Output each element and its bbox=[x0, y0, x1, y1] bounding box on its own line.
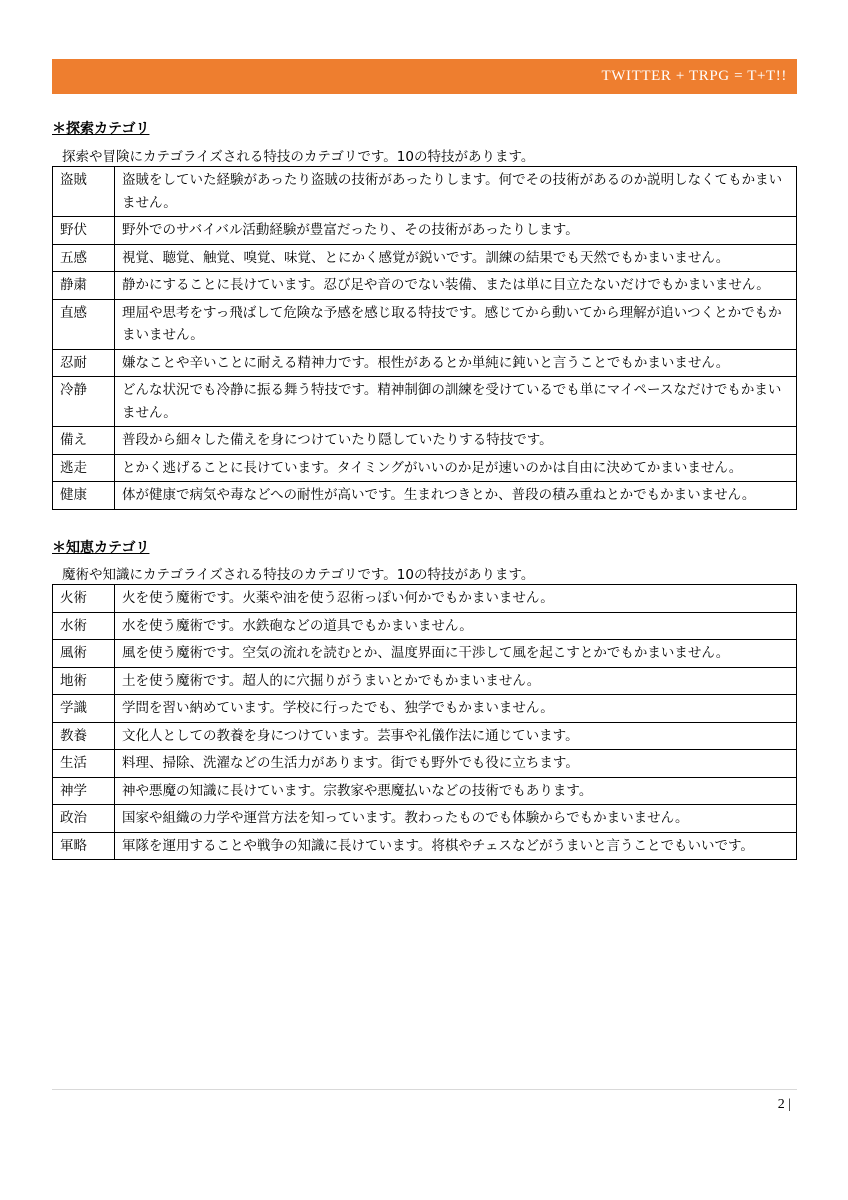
table-row bbox=[53, 427, 797, 455]
skill-description: 普段から細々した備えを身につけていたり隠していたりする特技です。 bbox=[115, 427, 797, 455]
skill-description: 軍隊を運用することや戦争の知識に長けています。将棋やチェスなどがうまいと言うことでもいいです。 bbox=[115, 832, 797, 860]
skill-name: 教養 bbox=[53, 722, 115, 750]
table-row bbox=[53, 695, 797, 723]
skill-name: 生活 bbox=[53, 750, 115, 778]
table-row bbox=[53, 585, 797, 613]
table-row bbox=[53, 454, 797, 482]
section-title-exploration: ＊探索カテゴリ bbox=[52, 121, 150, 137]
skill-description: 嫌なことや辛いことに耐える精神力です。根性があるとか単純に鈍いと言うことでもかまいません。 bbox=[115, 349, 797, 377]
skill-description: とかく逃げることに長けています。タイミングがいいのか足が速いのかは自由に決めてかまいません。 bbox=[115, 454, 797, 482]
skill-description: 理屈や思考をすっ飛ばして危険な予感を感じ取る特技です。感じてから動いてから理解が追いつくとかでもかまいません。 bbox=[115, 299, 797, 349]
skill-name: 学識 bbox=[53, 695, 115, 723]
skill-description: 盗賊をしていた経験があったり盗賊の技術があったりします。何でその技術があるのか説明しなくてもかまいません。 bbox=[115, 167, 797, 217]
skill-description: 野外でのサバイバル活動経験が豊富だったり、その技術があったりします。 bbox=[115, 217, 797, 245]
table-row bbox=[53, 349, 797, 377]
table-row bbox=[53, 272, 797, 300]
skill-name: 水術 bbox=[53, 612, 115, 640]
table-row bbox=[53, 217, 797, 245]
skill-name: 風術 bbox=[53, 640, 115, 668]
skill-name: 冷静 bbox=[53, 377, 115, 427]
skill-description: 静かにすることに長けています。忍び足や音のでない装備、または単に目立たないだけでもかまいません。 bbox=[115, 272, 797, 300]
skill-description: 料理、掃除、洗濯などの生活力があります。街でも野外でも役に立ちます。 bbox=[115, 750, 797, 778]
skill-name: 野伏 bbox=[53, 217, 115, 245]
table-row bbox=[53, 777, 797, 805]
header-bar bbox=[52, 59, 797, 94]
skill-description: 火を使う魔術です。火薬や油を使う忍術っぽい何かでもかまいません。 bbox=[115, 585, 797, 613]
skill-description: 神や悪魔の知識に長けています。宗教家や悪魔払いなどの技術でもあります。 bbox=[115, 777, 797, 805]
skill-description: 風を使う魔術です。空気の流れを読むとか、温度界面に干渉して風を起こすとかでもかまいません。 bbox=[115, 640, 797, 668]
skill-name: 神学 bbox=[53, 777, 115, 805]
skill-name: 静粛 bbox=[53, 272, 115, 300]
section-title-wisdom: ＊知恵カテゴリ bbox=[52, 540, 150, 556]
skill-description: 土を使う魔術です。超人的に穴掘りがうまいとかでもかまいません。 bbox=[115, 667, 797, 695]
skill-description: 国家や組織の力学や運営方法を知っています。教わったものでも体験からでもかまいません。 bbox=[115, 805, 797, 833]
skill-name: 盗賊 bbox=[53, 167, 115, 217]
skill-name: 備え bbox=[53, 427, 115, 455]
skill-table-wisdom bbox=[52, 584, 797, 860]
skill-description: どんな状況でも冷静に振る舞う特技です。精神制御の訓練を受けているでも単にマイペースなだけでもかまいません。 bbox=[115, 377, 797, 427]
table-row bbox=[53, 167, 797, 217]
page-number: 2 | bbox=[777, 1097, 791, 1112]
header-title: TWITTER + TRPG = T+T!! bbox=[601, 68, 787, 84]
skill-description: 学問を習い納めています。学校に行ったでも、独学でもかまいません。 bbox=[115, 695, 797, 723]
skill-name: 政治 bbox=[53, 805, 115, 833]
footer-divider bbox=[52, 1089, 797, 1090]
table-row bbox=[53, 832, 797, 860]
skill-name: 健康 bbox=[53, 482, 115, 510]
section-description-wisdom: 魔術や知識にカテゴライズされる特技のカテゴリです。10の特技があります。 bbox=[62, 567, 535, 583]
skill-table-exploration bbox=[52, 166, 797, 510]
table-row bbox=[53, 244, 797, 272]
table-row bbox=[53, 640, 797, 668]
skill-name: 火術 bbox=[53, 585, 115, 613]
table-row bbox=[53, 377, 797, 427]
table-row bbox=[53, 482, 797, 510]
table-row bbox=[53, 299, 797, 349]
skill-name: 軍略 bbox=[53, 832, 115, 860]
table-row bbox=[53, 667, 797, 695]
skill-description: 水を使う魔術です。水鉄砲などの道具でもかまいません。 bbox=[115, 612, 797, 640]
skill-name: 忍耐 bbox=[53, 349, 115, 377]
skill-description: 文化人としての教養を身につけています。芸事や礼儀作法に通じています。 bbox=[115, 722, 797, 750]
table-row bbox=[53, 805, 797, 833]
skill-name: 五感 bbox=[53, 244, 115, 272]
skill-name: 逃走 bbox=[53, 454, 115, 482]
skill-name: 地術 bbox=[53, 667, 115, 695]
table-row bbox=[53, 750, 797, 778]
section-description-exploration: 探索や冒険にカテゴライズされる特技のカテゴリです。10の特技があります。 bbox=[62, 149, 535, 165]
skill-description: 視覚、聴覚、触覚、嗅覚、味覚、とにかく感覚が鋭いです。訓練の結果でも天然でもかまいません。 bbox=[115, 244, 797, 272]
skill-name: 直感 bbox=[53, 299, 115, 349]
skill-description: 体が健康で病気や毒などへの耐性が高いです。生まれつきとか、普段の積み重ねとかでもかまいません。 bbox=[115, 482, 797, 510]
table-row bbox=[53, 612, 797, 640]
table-row bbox=[53, 722, 797, 750]
